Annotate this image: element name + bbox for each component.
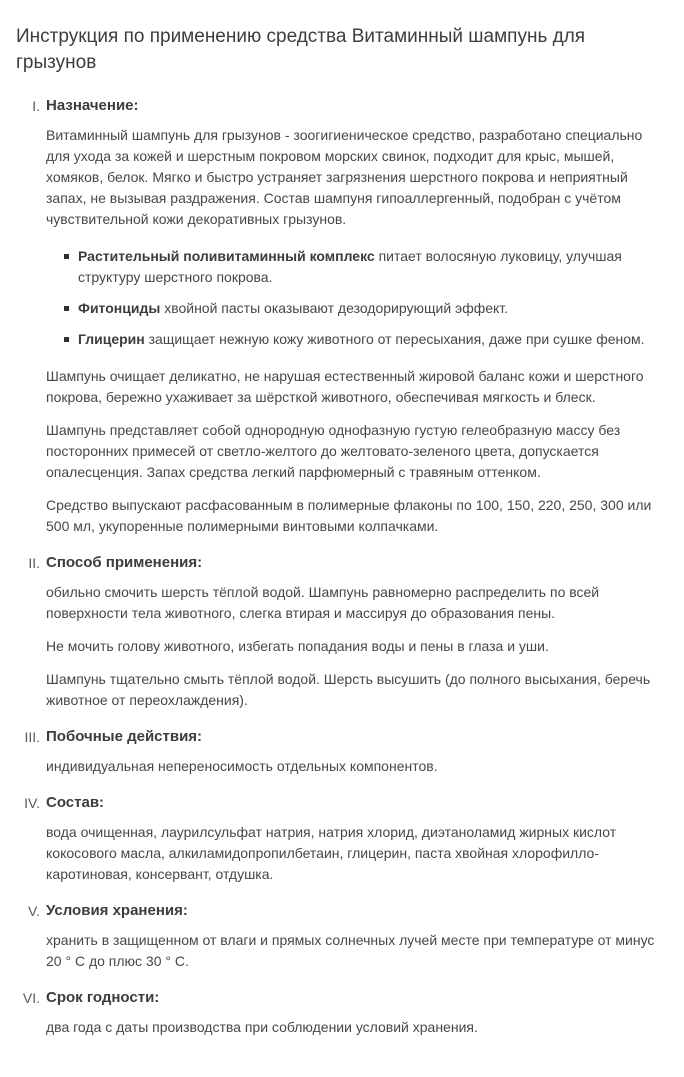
section-pobochnye-dejstviya (16, 726, 666, 777)
bullet-text: защищает нежную кожу животного от пересыхания, даже при сушке феном. (148, 331, 645, 348)
section-srok-godnosti (16, 987, 666, 1038)
page-title: Инструкция по применению средства Витаминный шампунь для грызунов (16, 26, 586, 73)
section-number: II. (28, 555, 40, 572)
section-heading: Способ применения: (46, 554, 203, 572)
section-naznachenie (16, 95, 666, 537)
paragraph: обильно смочить шерсть тёплой водой. Шампунь равномерно распределить по всей поверхности тела животного, слегка втирая и массируя до образования пены. (46, 584, 600, 622)
list-item (64, 246, 666, 288)
bullet-lead: Фитонциды (78, 300, 161, 317)
section-heading: Назначение: (46, 97, 139, 115)
paragraph: Средство выпускают расфасованным в полимерные флаконы по 100, 150, 220, 250, 300 или 500 мл, укупоренные полимерными винтовыми колпачками. (46, 497, 652, 535)
section-heading: Состав: (46, 794, 105, 812)
section-number: III. (24, 729, 40, 746)
bullet-text: питает волосяную луковицу, улучшая структуру шерстного покрова. (78, 248, 622, 286)
section-heading: Условия хранения: (46, 902, 188, 920)
paragraph: Витаминный шампунь для грызунов - зоогигиеническое средство, разработано специально для ухода за кожей и шерстным покровом морских свинок, подходит для крыс, мышей, хомяков, белок. Мягко и быстро устраняет загрязнения шерстного покрова и неприятный запах, не вызывая раздражения. Состав шампуня гипоаллергенный, подобран с учётом чувствительной кожи декоративных грызунов. (46, 127, 643, 228)
list-item (64, 298, 666, 319)
section-heading: Срок годности: (46, 989, 160, 1007)
paragraph: Не мочить голову животного, избегать попадания воды и пены в глаза и уши. (46, 638, 549, 655)
bullet-lead: Глицерин (78, 331, 145, 348)
bullet-text: хвойной пасты оказывают дезодорирующий эффект. (164, 300, 509, 317)
section-sposob-primeneniya (16, 552, 666, 711)
section-number: IV. (24, 795, 40, 812)
bullet-lead: Растительный поливитаминный комплекс (78, 248, 375, 265)
paragraph: хранить в защищенном от влаги и прямых солнечных лучей месте при температуре от минус 20 ° C до плюс 30 ° C. (46, 932, 655, 970)
paragraph: Шампунь очищает деликатно, не нарушая естественный жировой баланс кожи и шерстного покрова, бережно ухаживает за шёрсткой животного, обеспечивая мягкость и блеск. (46, 368, 644, 406)
bullet-list (46, 246, 666, 350)
section-number: I. (32, 98, 40, 115)
paragraph: индивидуальная непереносимость отдельных компонентов. (46, 758, 438, 775)
paragraph: Шампунь тщательно смыть тёплой водой. Шерсть высушить (до полного высыхания, беречь животное от переохлаждения). (46, 671, 651, 709)
paragraph: два года с даты производства при соблюдении условий хранения. (46, 1019, 478, 1036)
section-usloviya-khraneniya (16, 900, 666, 972)
section-sostav (16, 792, 666, 885)
list-item (64, 329, 666, 350)
section-number: VI. (22, 990, 40, 1007)
paragraph: Шампунь представляет собой однородную однофазную густую гелеобразную массу без посторонних примесей от светло-желтого до желтовато-зеленого цвета, допускается опалесценция. Запах средства легкий парфюмерный с травяным оттенком. (46, 422, 621, 481)
section-heading: Побочные действия: (46, 728, 203, 746)
paragraph: вода очищенная, лаурилсульфат натрия, натрия хлорид, диэтаноламид жирных кислот кокосового масла, алкиламидопропилбетаин, глицерин, паста хвойная хлорофилло-каротиновая, консервант, отдушка. (46, 824, 617, 883)
section-number: V. (28, 903, 40, 920)
